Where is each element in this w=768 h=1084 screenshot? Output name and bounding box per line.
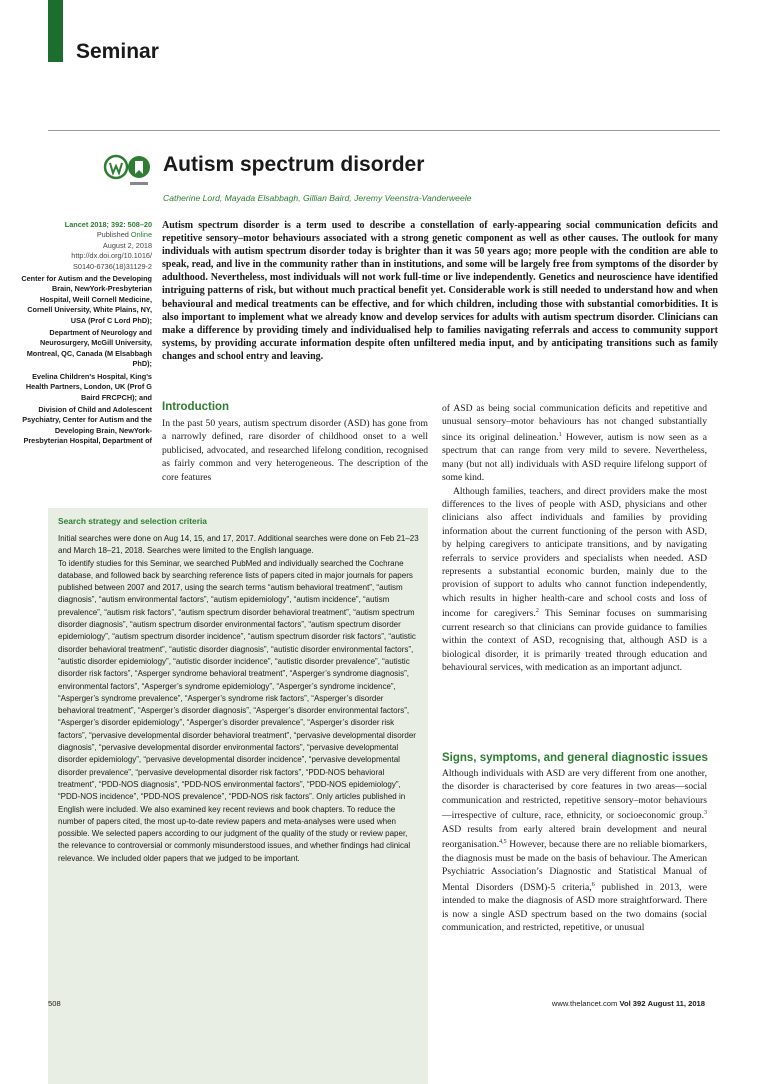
journal-site-link[interactable]: www.thelancet.com: [551, 999, 618, 1008]
doi-line-2[interactable]: S0140-6736(18)31129-2: [73, 261, 152, 271]
body-text: ASD results from early altered brain development and neural reorganisation.: [442, 823, 707, 851]
signs-text: [442, 767, 707, 934]
search-strategy-para: Initial searches were done on Aug 14, 15, and 17, 2017. Additional searches were done on Feb 21–23 and March 18–21, 2018. Searches were limited to the English language.: [58, 534, 419, 556]
published-label-line: [20, 230, 152, 240]
section-label: Seminar: [76, 40, 159, 63]
volume: Vol 392: [619, 999, 646, 1008]
body-text: However, autism is now seen as a spectrum that can range from very mild to severe. Nevertheless, many (but not all) individuals with ASD require lifelong support of some kind.: [442, 432, 707, 484]
header-divider: [48, 130, 720, 131]
right-column-text: [442, 402, 707, 675]
citation: Lancet 2018; 392: 508–20: [64, 220, 152, 229]
affiliation: Evelina Children's Hospital, King's Health Partners, London, UK (Prof G Baird FRCPCH); and: [25, 371, 152, 402]
published-online-link[interactable]: Online: [130, 230, 152, 240]
affiliation: Department of Neurology and Neurosurgery, McGill University, Montreal, QC, Canada (M Elsabbagh PhD);: [26, 328, 152, 369]
affiliation: Division of Child and Adolescent Psychiatry, Center for Autism and the Developing Brain, NewYork-Presbyterian Hospital, Department of: [22, 404, 152, 446]
reference-mark[interactable]: 1: [558, 431, 562, 438]
body-text: This Seminar focuses on summarising current research so that clinicians can provide guidance to families within the context of ASD, recognising that, although ASD is a biological disorder, it is primarily treated through education and behavioural services, with medication as an important adjunct.: [442, 608, 707, 674]
page-number: 508: [48, 999, 61, 1008]
signs-heading: Signs, symptoms, and general diagnostic issues: [442, 752, 708, 764]
reference-mark[interactable]: 3: [704, 810, 707, 817]
issue-date: August 11, 2018: [647, 999, 705, 1008]
introduction-text: In the past 50 years, autism spectrum disorder (ASD) has gone from a narrowly defined, rare disorder of childhood onset to a well publicised, advocated, and researched lifelong condition, recognised as fairly common and very heterogeneous. The description of the core features: [162, 418, 428, 483]
reference-mark[interactable]: 2: [535, 608, 539, 615]
footer-info: [480, 999, 705, 1008]
reference-mark[interactable]: 4,5: [499, 839, 507, 846]
section-color-bar: [48, 0, 63, 62]
body-text: published in 2013, were intended to make the diagnosis of ASD more straightforward. There is now a single ASD spectrum based on the two domains (social communication, and restricted, repetitive, or unusual: [442, 881, 707, 934]
open-access-crossmark-icon[interactable]: [103, 152, 153, 192]
body-text: Although individuals with ASD are very different from one another, the disorder is characterised by core features in two areas—social communication and restricted, repetitive sensory–motor behaviours—irrespective of culture, race, ethnicity, or socioeconomic group.: [442, 768, 707, 822]
article-title: Autism spectrum disorder: [163, 153, 425, 176]
article-authors: Catherine Lord, Mayada Elsabbagh, Gillian Baird, Jeremy Veenstra-Vanderweele: [163, 193, 472, 203]
published-label: Published: [96, 230, 129, 240]
search-strategy-para: To identify studies for this Seminar, we searched PubMed and individually searched the Cochrane database, and followed back by searching reference lists of papers cited in major journals for papers published between 2007 and 2017, using the search terms “autism behavioral treatment”, “autism diagnosis”, “autism environmental factors”, “autism epidemiology”, “autism incidence”, “autism prevalence”, “autism risk factors”, “autism spectrum disorder behavioral treatment”, “autism spectrum disorder diagnosis”, “autism spectrum disorder environmental factors”, “autism spectrum disorder epidemiology”, “autism spectrum disorder incidence”, “autism spectrum disorder risk factors”, “autistic disorder behavioral treatment”, “autistic disorder diagnosis”, “autistic disorder environmental factors”, “autistic disorder epidemiology”, “autistic disorder incidence”, “autistic disorder prevalence”, “autistic disorder risk factors”, “Asperger syndrome behavioral treatment”, “Asperger’s syndrome diagnosis”, environmental factors”, “Asperger’s syndrome epidemiology”, “Asperger’s syndrome incidence”, “Asperger’s syndrome prevalence”, “Asperger’s syndrome risk factors”, “Asperger’s disorder behavioral treatment”, “Asperger’s disorder diagnosis”, “Asperger’s disorder environmental factors”, “Asperger’s disorder epidemiology”, “Asperger’s disorder prevalence”, “Asperger’s disorder risk factors”, “pervasive developmental disorder behavioral treatment”, “pervasive developmental disorder diagnosis”, “pervasive developmental disorder environmental factors”, “pervasive developmental disorder epidemiology”, “pervasive developmental disorder incidence”, “pervasive developmental disorder prevalence”, “pervasive developmental disorder risk factors”, “PDD-NOS behavioral treatment”, “PDD-NOS diagnosis”, “PDD-NOS environmental factors”, “PDD-NOS epidemiology”, “PDD-NOS incidence”, “PDD-NOS prevalence”, “PDD-NOS risk factors”. Only articles published in English were included. We also examined key recent reviews and book chapters. To reduce the number of papers cited, the most up-to-date review papers and meta-analyses were used when possible. We selected papers according to our judgment of the quality of the study or review paper, the relevance to controversial or commonly misunderstood issues, and whether findings had clinical relevance. We included older papers that we judged to be important.: [58, 558, 416, 863]
introduction-heading: Introduction: [162, 401, 230, 413]
body-text: of ASD as being social communication deficits and repetitive and unusual sensory–motor behaviours has not changed substantially since its original delineation.: [442, 403, 707, 443]
article-sidebar: [20, 220, 152, 447]
abstract: Autism spectrum disorder is a term used to describe a constellation of early-appearing social communication deficits and repetitive sensory–motor behaviours associated with a strong genetic component as well as other causes. The outlook for many individuals with autism spectrum disorder today is brighter than it was 50 years ago; more people with the condition are able to speak, read, and live in the community rather than in institutions, and some will be largely free from symptoms of the disorder by adulthood. Nevertheless, most individuals will not work full-time or live independently. Genetics and neuroscience have identified intriguing patterns of risk, but without much practical benefit yet. Considerable work is still needed to understand how and when behavioural and medical treatments can be effective, and for which children, including those with substantial comorbidities. It is also important to implement what we already know and develop services for adults with autism spectrum disorder. Clinicians can make a difference by providing timely and individualised help to families navigating referrals and access to community support systems, by providing accurate information despite often unfiltered media input, and by anticipating transitions such as family changes and school entry and leaving.: [162, 220, 718, 362]
published-date: August 2, 2018: [102, 240, 152, 250]
body-text: Although families, teachers, and direct providers make the most differences to the lives of people with ASD, physicians and other clinicians also affect individuals and families by providing information about the current functioning of the person with ASD, by helping caregivers to anticipate transitions, and by navigating referrals to service providers and specialists when needed. ASD represents a substantial economic burden, mainly due to the provision of support to adults who cannot function independently, which results in higher health-care and school costs and loss of income for caregivers.: [442, 485, 707, 620]
doi-line-1[interactable]: http://dx.doi.org/10.1016/: [71, 251, 152, 261]
reference-mark[interactable]: 6: [591, 881, 595, 888]
search-strategy-heading: Search strategy and selection criteria: [58, 516, 207, 526]
affiliation: Center for Autism and the Developing Brain, NewYork-Presbyterian Hospital, Weill Cornell Medicine, Cornell University, White Plains, NY, USA (Prof C Lord PhD);: [21, 274, 152, 325]
body-text: However, because there are no reliable biomarkers, the diagnosis must be made on the basis of behaviour. The American Psychiatric Association’s Diagnostic and Statistical Manual of Mental Disorders (DSM)-5 criteria,: [442, 839, 707, 893]
search-strategy-text: [58, 533, 420, 865]
